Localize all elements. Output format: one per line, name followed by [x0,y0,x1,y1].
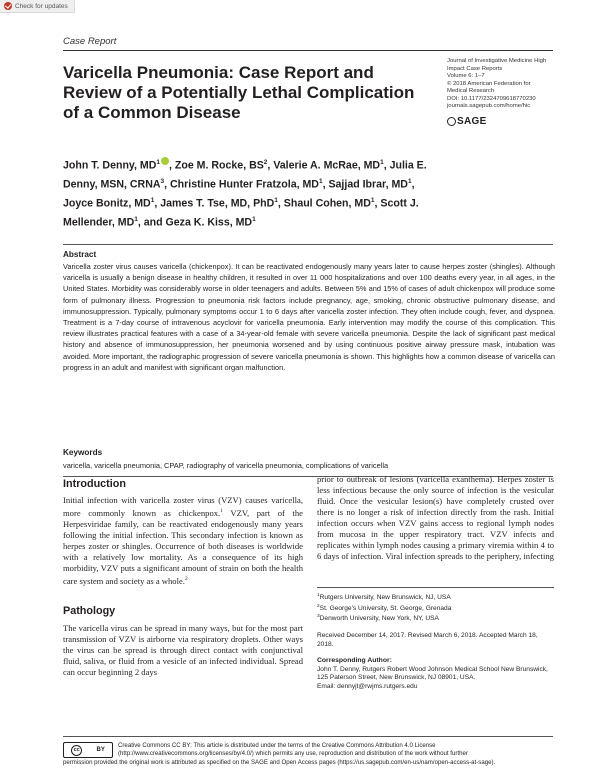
journal-line: Medical Research [447,88,495,94]
affiliation-text: St. George’s University, St. George, Grenada [319,604,452,612]
citation-ref[interactable]: 1 [220,508,223,515]
author-list [63,155,443,232]
author-name[interactable]: John T. Denny, MD [63,159,157,172]
check-mark-icon [4,2,12,10]
pathology-paragraph: The varicella virus can be spread in many ways, but for the most part transmission of VZV is airborne via respiratory droplets. Other ways the virus can be spread is through direct contact with conjunctival fluid, saliva, or fluid from a vesicle of an infected individual. Spread can occur beginning 2 days [63,623,303,678]
author-separator: , [169,159,175,172]
affiliation-marker: 1 [370,197,375,205]
affiliation-item [317,592,554,603]
author-name[interactable]: Sajjad Ibrar, MD [328,178,408,191]
author-separator: , [277,197,284,210]
journal-line: © 2018 American Federation for [447,80,531,87]
intro-text-part: Initial infection with varicella zoster virus (VZV) causes varicella, more commonly known as chickenpox. [63,495,303,518]
introduction-heading: Introduction [63,478,126,490]
author-separator: , [374,197,381,210]
affiliations [317,592,554,624]
author-separator: , [154,197,161,210]
header-divider [63,50,553,51]
intro-text-part: VZV, part of the Herpesviridae family, can be reactivated endogenously many years following the initial infection. This secondary infection is known as herpes zoster or shingles. Occurrence of both diseases is worldwide with a relatively low mortality. As a consequence of its high morbidity, VZV puts a significant amount of strain on both the health care system and society as a whole. [63,507,303,587]
article-type: Case Report [63,36,117,47]
affiliation-item [317,613,554,624]
affiliation-marker: 1 [252,216,256,224]
author-separator: , and [137,216,166,229]
affiliation-marker: 1 [274,197,278,205]
author-separator: , [411,178,415,191]
corresponding-address: John T. Denny, Rutgers Robert Wood Johnson Medical School New Brunswick, 125 Paterson Street, New Brunswick, NJ 08901, USA. [317,666,548,682]
sage-logo [447,116,487,127]
affiliation-marker: 3 [160,178,165,186]
author-separator: , [383,159,390,172]
affiliation-marker: 1 [134,216,138,224]
affiliation-marker: 1 [380,159,384,166]
author-name[interactable]: Valerie A. McRae, MD [273,159,381,172]
affiliation-text: Rutgers University, New Brunswick, NJ, USA [319,594,451,602]
author-separator: , [267,159,274,172]
article-title: Varicella Pneumonia: Case Report and Review of a Potentially Lethal Complication of a Common Disease [63,63,415,122]
abstract-divider [63,244,553,245]
corresponding-email[interactable]: Email: dennyjt@rwjms.rutgers.edu [317,682,418,690]
author-name[interactable]: Geza K. Kiss, MD [165,216,253,229]
author-name[interactable]: Shaul Cohen, MD [283,197,371,210]
license-text-continued: permission provided the original work is attributed as specified on the SAGE and Open Access pages (https://us.sagepub.com/en-us/nam/open-access-at-sage). [63,759,496,766]
footer-divider [63,736,553,737]
affiliation-marker: 1 [318,178,323,186]
journal-info [447,58,572,111]
journal-line: DOI: 10.1177/2324709618770230 [447,95,536,102]
creative-commons-logo[interactable] [63,742,113,758]
license-text: Creative Commons CC BY: This article is distributed under the terms of the Creative Commons Attribution 4.0 License (http://www.creativecommons.org/licenses/by/4.0/) which permits any use, reproduction and distribution of the work without further [118,742,468,758]
journal-url[interactable]: journals.sagepub.com/home/hic [447,103,531,109]
journal-line: Journal of Investigative Medicine High [447,58,547,64]
corresponding-author-heading: Corresponding Author: [317,657,392,664]
author-name[interactable]: Joyce Bonitz, MD [63,197,151,210]
publisher-name: SAGE [457,116,487,127]
by-label: BY [96,747,105,753]
citation-ref[interactable]: 2 [184,576,188,583]
author-name[interactable]: Zoe M. Rocke, BS [174,159,264,172]
journal-line: Impact Case Reports [447,65,503,72]
affiliation-marker: 1 [407,178,412,186]
orcid-icon[interactable] [161,157,169,165]
left-column [63,475,303,678]
affiliation-marker: 2 [263,159,268,166]
pathology-heading: Pathology [63,605,116,618]
introduction-paragraph [63,495,303,587]
affiliation-item [317,603,554,614]
keywords-heading: Keywords [63,448,103,457]
author-separator: , [322,178,329,191]
affiliation-marker: 1 [156,159,161,166]
keywords-text: varicella, varicella pneumonia, CPAP, radiography of varicella pneumonia, complications of varicella [63,461,389,470]
affiliation-number: 1 [317,593,320,598]
right-column-paragraph: prior to outbreak of lesions (varicella exanthema). Herpes zoster is less infectious because the only source of infection is the vesicular fluid. Once the vesicular lesion(s) have completely crusted over there is no longer a risk of infection directly from the rash. Initial infection occurs when VZV gains access to regional lymph nodes from mucosa in the upper respiratory tract. VZV infects and replicates within lymph nodes causing a primary viremia within 4 to 6 days of infection. Viral infection spreads to the periphery, infecting [317,474,554,562]
author-name[interactable]: Scott J. Mellender, MD [63,197,419,229]
author-name[interactable]: Julia E. Denny, MSN, CRNA [63,159,427,191]
check-for-updates-label: Check for updates [15,2,68,10]
abstract-text: Varicella zoster virus causes varicella (chickenpox). It can be reactivated endogenously many years later to cause herpes zoster (shingles). Although varicella is usually a benign disease in healthy children, it resulted in over 11 000 hospitalizations and over 100 deaths every year, in all ages, in the United States. Morbidity was considerably worse in older teenagers and adults. Between 5% and 15% of cases of adult chickenpox will produce some form of pulmonary illness. Progression to pneumonia risk factors include pregnancy, age, smoking, chronic obstructive pulmonary disease, and immunosuppression. Typically, pulmonary symptoms occur 1 to 6 days after varicella zoster infection. They often include cough, fever, and dyspnea. Treatment is a 7-day course of intravenous acyclovir for varicella pneumonia. Early intervention may modify the course of this complication. This review illustrates practical features with a case of a 34-year-old female with severe varicella pneumonia. Despite the lack of significant past medical history and absence of immunosuppression, her pneumonia worsened and by using continuous positive airway pressure mask, intubation was avoided. More important, the radiographic progression of severe varicella pneumonia is shown. This highlights how a common disease of varicella can progress in an adult and manifest with significant organ malfunction. [63,262,555,372]
received-dates: Received December 14, 2017. Revised March 6, 2018. Accepted March 18, 2018. [317,632,538,648]
corresponding-author [317,666,554,691]
journal-line: Volume 6: 1–7 [447,73,485,79]
affiliation-number: 2 [317,603,320,609]
affiliation-text: Denworth University, New York, NY, USA [319,615,439,623]
author-name[interactable]: Christine Hunter Fratzola, MD [170,178,319,191]
sage-logo-icon [447,117,456,126]
author-separator: , [164,178,171,191]
affiliation-divider [317,587,554,588]
affiliation-number: 3 [317,614,320,620]
cc-icon: cc [71,745,82,756]
abstract-heading: Abstract [63,250,97,259]
check-for-updates-badge[interactable] [0,0,75,13]
affiliation-marker: 1 [150,197,155,205]
author-name[interactable]: James T. Tse, MD, PhD [160,197,275,210]
right-column [317,474,554,562]
